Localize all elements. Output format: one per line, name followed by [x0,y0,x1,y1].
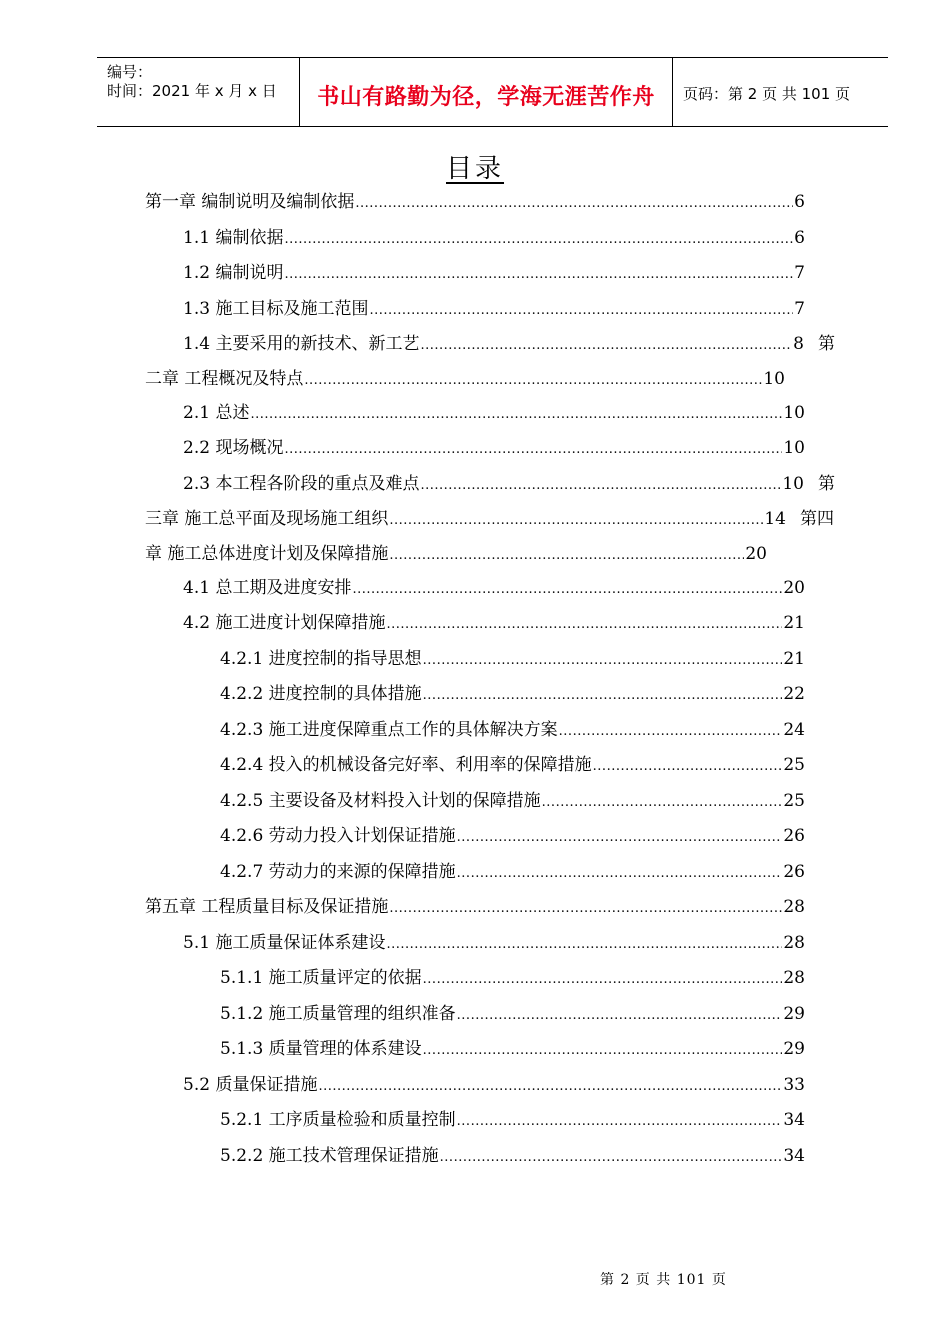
toc-dot-leader [593,759,783,774]
toc-entry-page: 10 [783,438,805,458]
toc-entry-page: 26 [783,826,805,846]
toc-entry-page: 6 [794,228,805,248]
toc-dot-leader [423,688,783,703]
toc-entry-tail: 第 [818,474,835,494]
toc-dot-leader [318,1079,782,1094]
toc-entry-text: 4.2.6 劳动力投入计划保证措施 [220,826,456,846]
code-label: 编号： [107,63,153,81]
toc-entry-page: 29 [783,1004,805,1024]
toc-entry-page: 22 [783,684,805,704]
toc-dot-leader [420,478,781,493]
toc-dot-leader [389,513,763,528]
toc-entry[interactable] [220,1105,805,1129]
toc-entry[interactable] [220,750,805,774]
toc-entry-page: 10 [782,474,804,494]
toc-entry-text: 5.1.1 施工质量评定的依据 [220,968,422,988]
toc-entry-page: 25 [783,791,805,811]
toc-dot-leader [284,267,793,282]
toc-entry[interactable] [220,821,805,845]
toc-entry-page: 10 [763,369,785,389]
toc-entry-page: 7 [794,299,805,319]
toc-dot-leader [457,1114,783,1129]
toc-entry-text: 5.2.1 工序质量检验和质量控制 [220,1110,456,1130]
toc-entry-text: 三章 施工总平面及现场施工组织 [145,509,389,529]
toc-entry[interactable] [183,294,805,318]
toc-entry-page: 21 [783,613,805,633]
toc-entry-page: 7 [794,263,805,283]
toc-dot-leader [420,338,792,353]
toc-title: 目录 [446,154,505,184]
toc-entry[interactable] [183,573,805,597]
toc-entry[interactable] [183,928,805,952]
toc-entry-page: 24 [783,720,805,740]
toc-entry[interactable] [220,644,805,668]
toc-entry-text: 1.4 主要采用的新技术、新工艺 [183,334,420,354]
toc-entry-text: 1.2 编制说明 [183,263,284,283]
toc-entry[interactable] [220,679,805,703]
toc-dot-leader [355,196,793,211]
toc-entry[interactable] [220,715,805,739]
toc-entry-text: 4.2 施工进度计划保障措施 [183,613,386,633]
header-meta-cell [97,58,300,126]
toc-dot-leader [423,972,783,987]
toc-entry-page: 21 [783,649,805,669]
toc-entry-text: 2.2 现场概况 [183,438,284,458]
toc-entry-page: 10 [783,403,805,423]
document-header [97,57,888,127]
toc-entry-text: 4.2.4 投入的机械设备完好率、利用率的保障措施 [220,755,592,775]
motto-text: 书山有路勤为径，学海无涯苦作舟 [317,85,655,110]
toc-dot-leader [440,1150,783,1165]
toc-entry-text: 5.1.2 施工质量管理的组织准备 [220,1004,456,1024]
toc-entry-page: 8 [793,334,804,354]
toc-dot-leader [389,548,744,563]
toc-dot-leader [284,442,782,457]
toc-entry[interactable] [220,786,805,810]
toc-entry-text: 4.2.3 施工进度保障重点工作的具体解决方案 [220,720,558,740]
toc-entry-page: 29 [783,1039,805,1059]
toc-entry[interactable] [220,1141,805,1165]
toc-entry[interactable] [183,258,805,282]
toc-entry-text: 5.2.2 施工技术管理保证措施 [220,1146,439,1166]
toc-entry-text: 二章 工程概况及特点 [145,369,304,389]
toc-dot-leader [389,901,782,916]
time-label: 时间：2021 年 x 月 x 日 [107,82,277,100]
toc-dot-leader [352,582,782,597]
toc-entry-tail: 第四 [800,509,834,529]
header-page-cell [673,58,888,126]
toc-entry-text: 4.2.2 进度控制的具体措施 [220,684,422,704]
toc-entry-text: 5.1.3 质量管理的体系建设 [220,1039,422,1059]
toc-entry-text: 5.2 质量保证措施 [183,1075,318,1095]
toc-entry[interactable] [183,433,805,457]
toc-dot-leader [423,653,783,668]
toc-entry-text: 4.2.1 进度控制的指导思想 [220,649,422,669]
toc-entry[interactable] [220,1034,805,1058]
toc-entry-text: 章 施工总体进度计划及保障措施 [145,544,389,564]
toc-entry[interactable] [145,187,805,211]
toc-entry[interactable] [220,963,805,987]
toc-dot-leader [542,795,783,810]
toc-entry-page: 14 [764,509,786,529]
toc-entry-page: 28 [783,897,805,917]
toc-entry-text: 4.2.5 主要设备及材料投入计划的保障措施 [220,791,541,811]
toc-entry-text: 第五章 工程质量目标及保证措施 [145,897,389,917]
toc-dot-leader [304,373,762,388]
toc-entry[interactable] [183,469,835,493]
toc-dot-leader [457,1008,783,1023]
toc-entry-page: 28 [783,933,805,953]
toc-entry[interactable] [183,398,805,422]
page-footer: 第 2 页 共 101 页 [600,1272,727,1288]
toc-dot-leader [284,232,793,247]
toc-entry[interactable] [183,608,805,632]
toc-entry-page: 28 [783,968,805,988]
toc-entry[interactable] [145,504,834,528]
toc-entry[interactable] [183,223,805,247]
toc-dot-leader [250,407,782,422]
toc-dot-leader [386,617,782,632]
toc-entry[interactable] [220,999,805,1023]
toc-entry-text: 1.3 施工目标及施工范围 [183,299,369,319]
toc-entry-text: 5.1 施工质量保证体系建设 [183,933,386,953]
header-motto-cell [300,58,673,126]
toc-entry-page: 6 [794,192,805,212]
toc-entry-text: 第一章 编制说明及编制依据 [145,192,355,212]
header-page-info: 页码：第 2 页 共 101 页 [683,85,851,103]
toc-entry[interactable] [145,892,805,916]
toc-entry-page: 25 [783,755,805,775]
toc-entry-page: 33 [783,1075,805,1095]
toc-entry[interactable] [220,857,805,881]
toc-dot-leader [369,303,793,318]
toc-entry-page: 26 [783,862,805,882]
toc-entry[interactable] [145,364,785,388]
toc-dot-leader [457,866,783,881]
toc-entry-page: 34 [783,1146,805,1166]
toc-entry-text: 4.2.7 劳动力的来源的保障措施 [220,862,456,882]
toc-dot-leader [423,1043,783,1058]
toc-entry-text: 4.1 总工期及进度安排 [183,578,352,598]
toc-entry-text: 2.1 总述 [183,403,250,423]
toc-entry-text: 1.1 编制依据 [183,228,284,248]
toc-entry-page: 20 [783,578,805,598]
toc-dot-leader [386,937,782,952]
toc-entry[interactable] [183,1070,805,1094]
toc-entry-tail: 第 [818,334,835,354]
toc-entry-page: 34 [783,1110,805,1130]
toc-entry[interactable] [183,329,835,353]
toc-entry[interactable] [145,539,767,563]
toc-dot-leader [457,830,783,845]
toc-entry-page: 20 [745,544,767,564]
toc-dot-leader [559,724,783,739]
toc-entry-text: 2.3 本工程各阶段的重点及难点 [183,474,420,494]
